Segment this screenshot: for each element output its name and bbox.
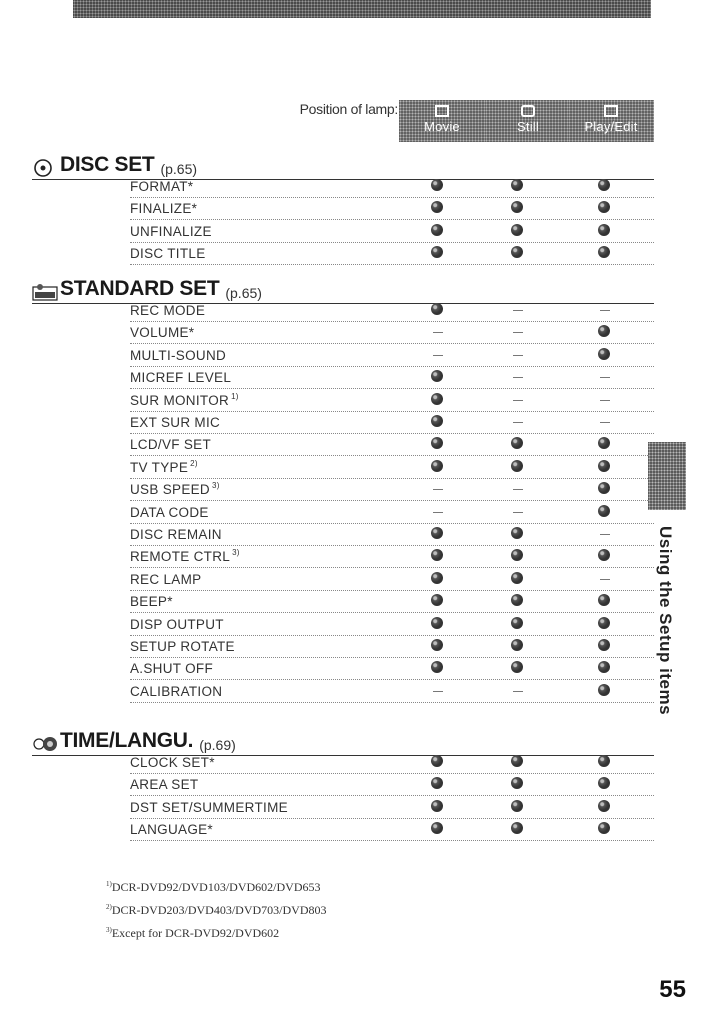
row-label-text: FORMAT* bbox=[130, 179, 194, 194]
footnote-marker: 1) bbox=[231, 391, 239, 401]
available-dot-icon bbox=[511, 246, 525, 260]
unavailable-dash bbox=[511, 370, 525, 384]
table-row bbox=[130, 569, 654, 591]
row-label-text: EXT SUR MIC bbox=[130, 415, 221, 430]
available-dot-icon bbox=[511, 437, 525, 451]
standard-set-icon bbox=[32, 283, 54, 301]
unavailable-dash bbox=[511, 684, 525, 698]
unavailable-dash bbox=[511, 348, 525, 362]
available-dot-icon bbox=[511, 224, 525, 238]
available-dot-icon bbox=[431, 549, 445, 563]
row-label bbox=[130, 777, 198, 792]
table-row bbox=[130, 322, 654, 344]
available-dot-icon bbox=[431, 755, 445, 769]
row-label-text: DISC REMAIN bbox=[130, 527, 222, 542]
unavailable-dash bbox=[598, 393, 612, 407]
row-label-text: DST SET/SUMMERTIME bbox=[130, 799, 288, 815]
section-page-ref: (p.65) bbox=[225, 285, 262, 301]
row-label bbox=[130, 481, 220, 497]
row-label-text: DISP OUTPUT bbox=[130, 616, 224, 632]
page-number: 55 bbox=[659, 976, 686, 1003]
table-row bbox=[130, 524, 654, 546]
row-label bbox=[130, 505, 209, 520]
row-label bbox=[130, 684, 222, 699]
available-dot-icon bbox=[431, 246, 445, 260]
table-row bbox=[130, 502, 654, 524]
row-label-text: LCD/VF SET bbox=[130, 437, 212, 453]
available-dot-icon bbox=[431, 437, 445, 451]
available-dot-icon bbox=[511, 800, 525, 814]
table-row bbox=[130, 591, 654, 613]
available-dot-icon bbox=[598, 800, 612, 814]
table-row bbox=[130, 797, 654, 819]
available-dot-icon bbox=[598, 437, 612, 451]
row-label-text: MULTI-SOUND bbox=[130, 347, 227, 363]
unavailable-dash bbox=[431, 684, 445, 698]
table-row bbox=[130, 614, 654, 636]
available-dot-icon bbox=[598, 549, 612, 563]
table-row bbox=[130, 221, 654, 243]
row-label-text: MICREF LEVEL bbox=[130, 370, 232, 386]
footnote-3: $^{3)}$Except for DCR-DVD92/DVD602 bbox=[106, 926, 280, 940]
available-dot-icon bbox=[511, 572, 525, 586]
row-label bbox=[130, 594, 173, 609]
row-label bbox=[130, 822, 213, 837]
available-dot-icon bbox=[511, 639, 525, 653]
table-row bbox=[130, 300, 654, 322]
available-dot-icon bbox=[431, 370, 445, 384]
row-label bbox=[130, 348, 226, 363]
available-dot-icon bbox=[598, 594, 612, 608]
row-label bbox=[130, 246, 206, 261]
lamp-position-label: Position of lamp: bbox=[299, 101, 398, 117]
table-row bbox=[130, 819, 654, 841]
footnotes bbox=[106, 874, 327, 943]
row-label bbox=[130, 617, 224, 632]
unavailable-dash bbox=[511, 393, 525, 407]
available-dot-icon bbox=[431, 594, 445, 608]
table-row bbox=[130, 636, 654, 658]
unavailable-dash bbox=[511, 303, 525, 317]
available-dot-icon bbox=[598, 639, 612, 653]
section-name: TIME/LANGU. bbox=[60, 729, 194, 752]
table-row bbox=[130, 681, 654, 703]
available-dot-icon bbox=[511, 617, 525, 631]
section-name: STANDARD SET bbox=[60, 277, 220, 300]
available-dot-icon bbox=[598, 661, 612, 675]
available-dot-icon bbox=[598, 348, 612, 362]
available-dot-icon bbox=[598, 325, 612, 339]
row-label bbox=[130, 415, 220, 430]
side-tab-text: Using the Setup items bbox=[656, 526, 675, 716]
table-row bbox=[130, 198, 654, 220]
row-label bbox=[130, 800, 288, 815]
row-label bbox=[130, 459, 198, 475]
table-row bbox=[130, 546, 654, 568]
lamp-label-still: Still bbox=[517, 119, 539, 134]
row-label-text: REC LAMP bbox=[130, 571, 202, 587]
available-dot-icon bbox=[598, 505, 612, 519]
header-pattern-bar bbox=[73, 0, 651, 18]
available-dot-icon bbox=[431, 661, 445, 675]
row-label-text: TV TYPE bbox=[130, 459, 189, 475]
lamp-header-play-edit bbox=[568, 100, 654, 142]
row-label bbox=[130, 179, 193, 194]
available-dot-icon bbox=[598, 201, 612, 215]
row-label-text: UNFINALIZE bbox=[130, 223, 212, 239]
unavailable-dash bbox=[598, 527, 612, 541]
row-label bbox=[130, 392, 239, 408]
available-dot-icon bbox=[431, 639, 445, 653]
row-label bbox=[130, 224, 212, 239]
available-dot-icon bbox=[511, 201, 525, 215]
available-dot-icon bbox=[598, 777, 612, 791]
section-page-ref: (p.65) bbox=[160, 161, 198, 177]
play-edit-icon bbox=[604, 105, 618, 117]
unavailable-dash bbox=[431, 348, 445, 362]
available-dot-icon bbox=[598, 179, 612, 193]
table-row bbox=[130, 243, 654, 265]
row-label-text: SUR MONITOR bbox=[130, 392, 230, 408]
row-label bbox=[130, 639, 235, 654]
lamp-header-movie bbox=[399, 100, 485, 142]
row-label-text: CLOCK SET* bbox=[130, 755, 215, 770]
available-dot-icon bbox=[511, 777, 525, 791]
table-row bbox=[130, 434, 654, 456]
movie-icon bbox=[435, 105, 449, 117]
row-label-text: CALIBRATION bbox=[130, 683, 223, 699]
row-label bbox=[130, 755, 215, 770]
time-langu-icon bbox=[32, 735, 54, 753]
available-dot-icon bbox=[431, 822, 445, 836]
unavailable-dash bbox=[511, 415, 525, 429]
table-row bbox=[130, 345, 654, 367]
available-dot-icon bbox=[431, 201, 445, 215]
available-dot-icon bbox=[431, 393, 445, 407]
available-dot-icon bbox=[598, 482, 612, 496]
available-dot-icon bbox=[431, 179, 445, 193]
available-dot-icon bbox=[431, 572, 445, 586]
available-dot-icon bbox=[598, 617, 612, 631]
row-label bbox=[130, 661, 213, 676]
row-label bbox=[130, 303, 205, 318]
lamp-label-play-edit: Play/Edit bbox=[584, 119, 638, 134]
available-dot-icon bbox=[431, 224, 445, 238]
unavailable-dash bbox=[511, 325, 525, 339]
side-tab-marker bbox=[648, 442, 686, 510]
table-row bbox=[130, 367, 654, 389]
available-dot-icon bbox=[511, 527, 525, 541]
footnote-2: $^{2)}$DCR-DVD203/DVD403/DVD703/DVD803 bbox=[106, 903, 327, 917]
row-label-text: DISC TITLE bbox=[130, 246, 206, 262]
section-name: DISC SET bbox=[60, 153, 155, 176]
row-label-text: REMOTE CTRL bbox=[130, 549, 231, 565]
unavailable-dash bbox=[431, 482, 445, 496]
unavailable-dash bbox=[511, 482, 525, 496]
available-dot-icon bbox=[431, 460, 445, 474]
table-row bbox=[130, 176, 654, 198]
row-label-text: BEEP* bbox=[130, 594, 173, 610]
available-dot-icon bbox=[431, 527, 445, 541]
footnote-1: $^{1)}$DCR-DVD92/DVD103/DVD602/DVD653 bbox=[106, 880, 321, 894]
row-label bbox=[130, 548, 240, 564]
disc-icon bbox=[32, 159, 54, 177]
available-dot-icon bbox=[511, 822, 525, 836]
unavailable-dash bbox=[511, 505, 525, 519]
row-label-text: AREA SET bbox=[130, 777, 199, 793]
table-row bbox=[130, 658, 654, 680]
available-dot-icon bbox=[511, 755, 525, 769]
available-dot-icon bbox=[511, 549, 525, 563]
available-dot-icon bbox=[431, 617, 445, 631]
row-label-text: FINALIZE* bbox=[130, 201, 198, 217]
available-dot-icon bbox=[431, 777, 445, 791]
row-label bbox=[130, 527, 222, 542]
table-row bbox=[130, 457, 654, 479]
available-dot-icon bbox=[511, 179, 525, 193]
table-row bbox=[130, 412, 654, 434]
section-page-ref: (p.69) bbox=[199, 737, 236, 753]
unavailable-dash bbox=[431, 505, 445, 519]
available-dot-icon bbox=[431, 303, 445, 317]
available-dot-icon bbox=[598, 460, 612, 474]
footnote-marker: 3) bbox=[232, 548, 240, 558]
row-label bbox=[130, 325, 194, 340]
table-row bbox=[130, 774, 654, 796]
lamp-label-movie: Movie bbox=[424, 119, 460, 134]
row-label-text: VOLUME* bbox=[130, 325, 195, 341]
unavailable-dash bbox=[598, 370, 612, 384]
unavailable-dash bbox=[431, 325, 445, 339]
row-label bbox=[130, 437, 211, 452]
available-dot-icon bbox=[598, 684, 612, 698]
row-label-text: LANGUAGE* bbox=[130, 822, 213, 838]
available-dot-icon bbox=[511, 661, 525, 675]
available-dot-icon bbox=[598, 755, 612, 769]
available-dot-icon bbox=[431, 415, 445, 429]
table-row bbox=[130, 390, 654, 412]
unavailable-dash bbox=[598, 572, 612, 586]
table-row bbox=[130, 479, 654, 501]
footnote-marker: 2) bbox=[190, 458, 198, 468]
available-dot-icon bbox=[431, 800, 445, 814]
row-label-text: USB SPEED bbox=[130, 482, 210, 498]
row-label-text: SETUP ROTATE bbox=[130, 639, 235, 654]
row-label-text: A.SHUT OFF bbox=[130, 661, 214, 677]
row-label-text: DATA CODE bbox=[130, 504, 209, 520]
row-label bbox=[130, 201, 197, 216]
available-dot-icon bbox=[598, 822, 612, 836]
available-dot-icon bbox=[511, 594, 525, 608]
camera-icon bbox=[521, 105, 535, 117]
unavailable-dash bbox=[598, 303, 612, 317]
table-row bbox=[130, 752, 654, 774]
available-dot-icon bbox=[598, 224, 612, 238]
available-dot-icon bbox=[511, 460, 525, 474]
lamp-header-still bbox=[485, 100, 571, 142]
row-label-text: REC MODE bbox=[130, 303, 206, 318]
row-label bbox=[130, 572, 201, 587]
footnote-marker: 3) bbox=[211, 481, 220, 491]
row-label bbox=[130, 370, 231, 385]
unavailable-dash bbox=[598, 415, 612, 429]
available-dot-icon bbox=[598, 246, 612, 260]
